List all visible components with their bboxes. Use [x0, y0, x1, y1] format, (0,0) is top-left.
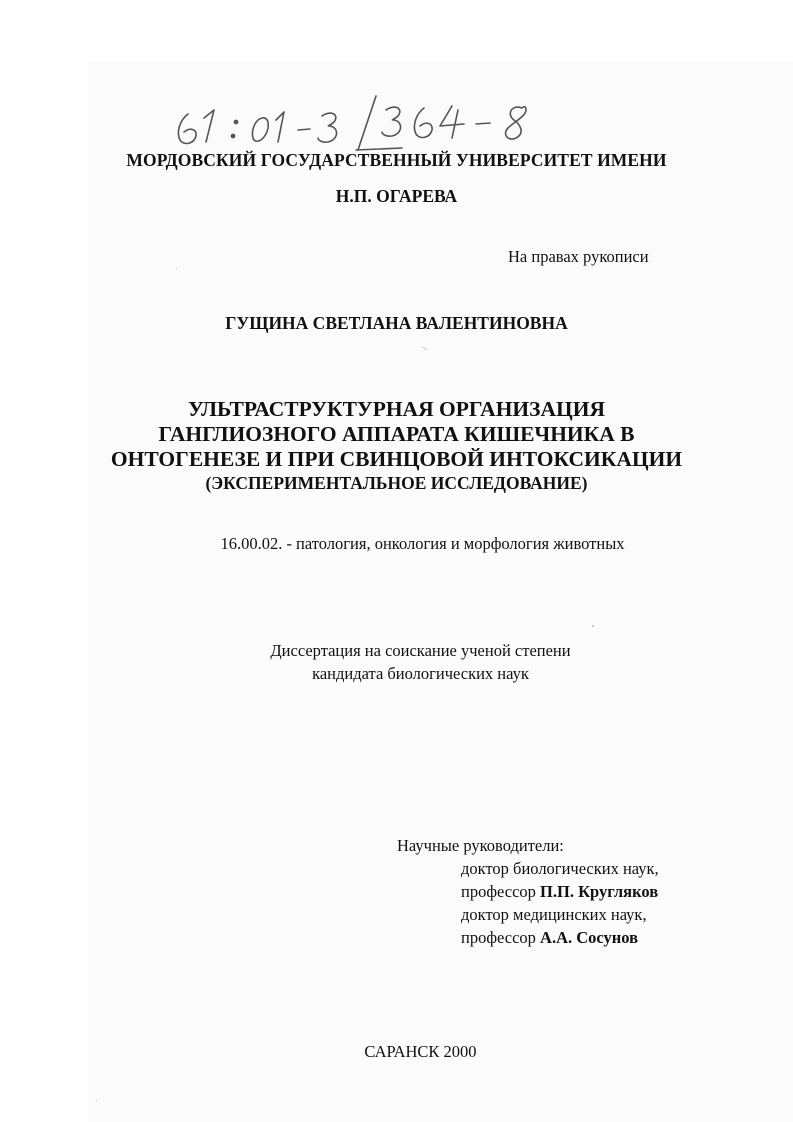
advisor1-line [397, 880, 659, 903]
scan-speck [96, 1100, 97, 1101]
advisor1-name: П.П. Кругляков [540, 882, 659, 901]
degree-line2: кандидата биологических наук [312, 664, 529, 683]
university-name-line1: МОРДОВСКИЙ ГОСУДАРСТВЕННЫЙ УНИВЕРСИТЕТ ИМЕНИ [126, 150, 667, 170]
author-name: ГУЩИНА СВЕТЛАНА ВАЛЕНТИНОВНА [225, 313, 568, 333]
degree-statement [24, 639, 793, 685]
dissertation-subtitle: (ЭКСПЕРИМЕНТАЛЬНОЕ ИССЛЕДОВАНИЕ) [205, 473, 588, 493]
title-line1: УЛЬТРАСТРУКТУРНАЯ ОРГАНИЗАЦИЯ [188, 397, 605, 421]
dissertation-title [0, 397, 793, 472]
advisor2-rank: профессор [461, 928, 536, 947]
scan-speck [176, 268, 177, 269]
advisor2-line [397, 926, 659, 949]
rights-note: На правах рукописи [508, 247, 649, 266]
degree-line1: Диссертация на соискание ученой степени [270, 641, 571, 660]
advisor2-degree: доктор медицинских наук, [461, 905, 647, 924]
advisor1-degree: доктор биологических наук, [461, 859, 659, 878]
university-name-line2: Н.П. ОГАРЕВА [335, 186, 458, 206]
advisor1-rank: профессор [461, 882, 536, 901]
handwritten-archive-number [170, 92, 590, 152]
scan-speck [592, 625, 594, 627]
specialty-code: 16.00.02. - патология, онкология и морфология животных [220, 534, 625, 553]
city-year: САРАНСК 2000 [364, 1042, 477, 1061]
advisor2-name: А.А. Сосунов [540, 928, 639, 947]
scan-area [88, 62, 793, 1122]
title-line2: ГАНГЛИОЗНОГО АППАРАТА КИШЕЧНИКА В [158, 422, 635, 446]
title-line3: ОНТОГЕНЕЗЕ И ПРИ СВИНЦОВОЙ ИНТОКСИКАЦИИ [110, 447, 683, 471]
advisors-block [397, 834, 659, 949]
advisors-heading: Научные руководители: [397, 836, 564, 855]
